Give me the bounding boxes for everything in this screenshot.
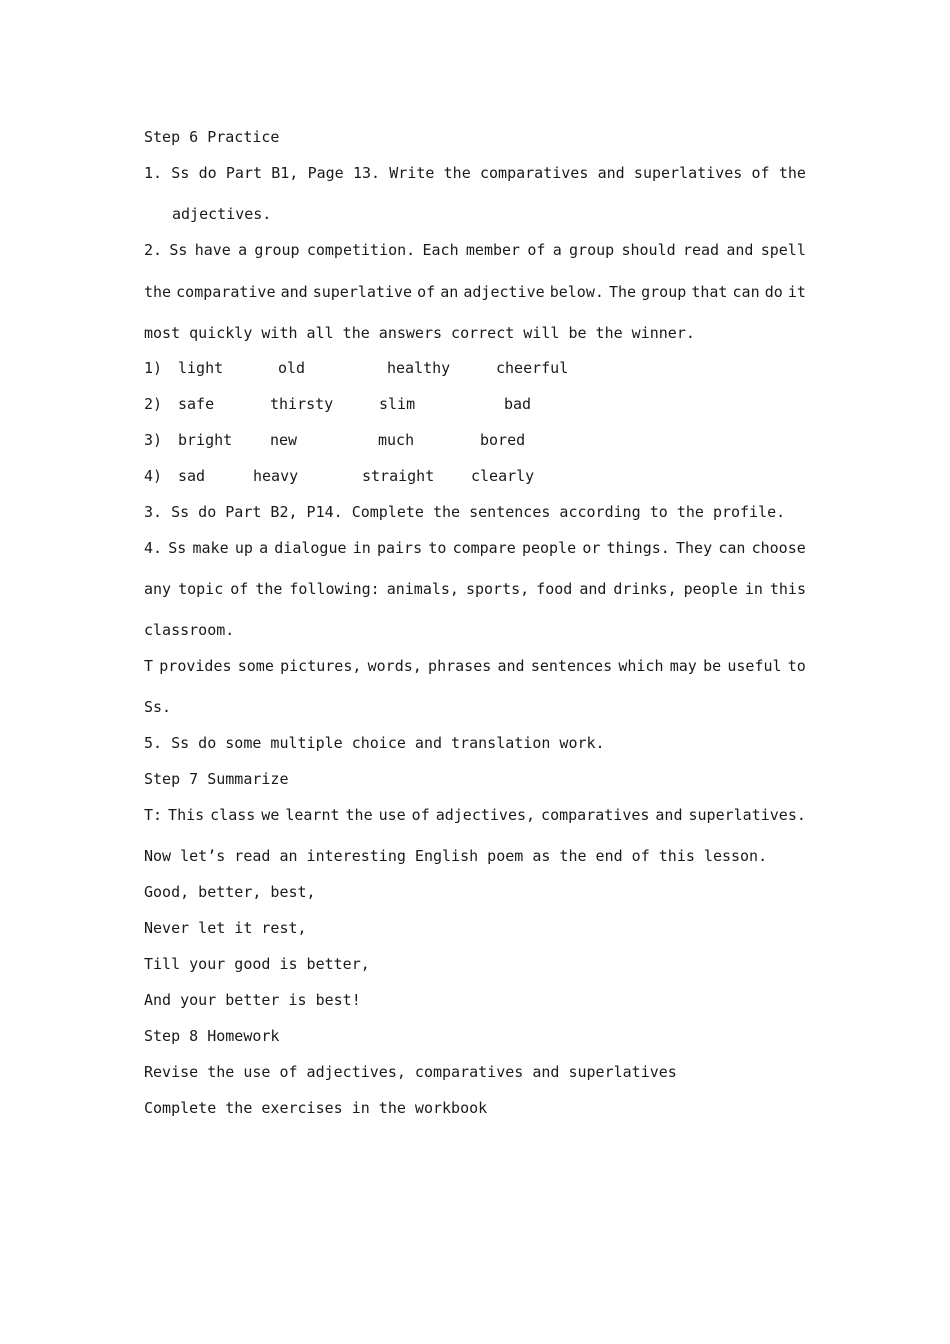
item4-line4 (144, 657, 806, 675)
word: group (641, 283, 687, 301)
word-list-word: heavy (253, 467, 299, 485)
word: and (597, 164, 625, 182)
word-list-word: clearly (471, 467, 535, 485)
word-list-word: slim (379, 395, 416, 413)
word-list-word: bored (480, 431, 526, 449)
word: the (778, 164, 806, 182)
item4-line3: classroom. (144, 621, 235, 639)
word: group (254, 241, 300, 259)
word: The (608, 283, 637, 301)
word: useful (727, 657, 782, 675)
word: the (144, 283, 172, 301)
word: the (345, 806, 373, 824)
word: an (440, 283, 459, 301)
word: people (683, 580, 738, 598)
word-list-num: 2) (144, 395, 163, 413)
word: and (655, 806, 683, 824)
word: which (618, 657, 664, 675)
word: of (417, 283, 436, 301)
word: a (259, 539, 269, 557)
word: drinks, (613, 580, 677, 598)
word: This (168, 806, 205, 824)
word: dialogue (274, 539, 347, 557)
word-list-word: thirsty (270, 395, 334, 413)
word: make (192, 539, 229, 557)
word: people (521, 539, 577, 557)
word: to (787, 657, 806, 675)
word: competition. (306, 241, 416, 259)
word: pairs (376, 539, 423, 557)
word: can (718, 539, 746, 557)
word: Part (225, 164, 263, 182)
item1-line1 (144, 164, 806, 182)
word: 2. (144, 241, 163, 259)
word: group (569, 241, 615, 259)
word: comparatives (479, 164, 589, 182)
word-list-word: light (178, 359, 224, 377)
word-list-num: 4) (144, 467, 163, 485)
word: Write (389, 164, 435, 182)
word: a (238, 241, 248, 259)
word: member (465, 241, 521, 259)
word: can (732, 283, 760, 301)
word: superlative (312, 283, 413, 301)
item4-line5: Ss. (144, 698, 172, 716)
word: Ss (168, 539, 187, 557)
word: superlatives. (688, 806, 806, 824)
word: Each (422, 241, 459, 259)
word: superlatives (633, 164, 743, 182)
item2-line3: most quickly with all the answers correct will be the winner. (144, 324, 695, 342)
word: compare (452, 539, 516, 557)
word: topic (178, 580, 224, 598)
word: 13. (352, 164, 381, 182)
item4-line2 (144, 580, 806, 598)
word: use (378, 806, 406, 824)
poem-line: Good, better, best, (144, 883, 316, 901)
item5-line: 5. Ss do some multiple choice and translation work. (144, 734, 605, 752)
word: pictures, (280, 657, 362, 675)
word: it (787, 283, 806, 301)
word: 4. (144, 539, 163, 557)
word-list-word: sad (178, 467, 206, 485)
word: words, (367, 657, 422, 675)
word-list-word: much (378, 431, 415, 449)
word: any (144, 580, 172, 598)
step6-heading: Step 6 Practice (144, 128, 280, 146)
word: adjective (463, 283, 545, 301)
word: of (527, 241, 546, 259)
word: read (682, 241, 720, 259)
word: up (234, 539, 253, 557)
word: things. (606, 539, 670, 557)
item4-line1 (144, 539, 806, 557)
word: have (194, 241, 231, 259)
item3-line: 3. Ss do Part B2, P14. Complete the sentences according to the profile. (144, 503, 786, 521)
word-list-word: new (270, 431, 298, 449)
word: or (582, 539, 601, 557)
step7-line2: Now let’s read an interesting English poem as the end of this lesson. (144, 847, 768, 865)
word-list-word: bright (178, 431, 233, 449)
word: B1, (271, 164, 299, 182)
word-list-word: bad (504, 395, 532, 413)
word: comparatives (541, 806, 650, 824)
word-list-word: safe (178, 395, 215, 413)
word: of (230, 580, 249, 598)
item1-line2: adjectives. (172, 205, 272, 223)
word-list-word: old (278, 359, 306, 377)
word: Page (307, 164, 344, 182)
word: in (744, 580, 763, 598)
word: a (552, 241, 562, 259)
word: Ss (169, 241, 188, 259)
word: They (676, 539, 713, 557)
word: provides (159, 657, 232, 675)
word: be (703, 657, 722, 675)
word: some (237, 657, 274, 675)
poem-line: Till your good is better, (144, 955, 370, 973)
word: to (428, 539, 447, 557)
poem-line: Never let it rest, (144, 919, 307, 937)
word: do (764, 283, 783, 301)
word: adjectives, (435, 806, 536, 824)
word: this (769, 580, 806, 598)
word: T (144, 657, 154, 675)
word: choose (751, 539, 806, 557)
word: sports, (465, 580, 530, 598)
word-list-word: straight (362, 467, 435, 485)
word: T: (144, 806, 163, 824)
word-list-num: 1) (144, 359, 163, 377)
poem-line: And your better is best! (144, 991, 361, 1009)
document-page (144, 0, 806, 1344)
word: sentences (530, 657, 613, 675)
word: comparative (176, 283, 276, 301)
word: of (411, 806, 430, 824)
step8-heading: Step 8 Homework (144, 1027, 280, 1045)
homework-line: Complete the exercises in the workbook (144, 1099, 488, 1117)
word: the (443, 164, 471, 182)
word: 1. (144, 164, 163, 182)
word: class (210, 806, 256, 824)
word: and (726, 241, 754, 259)
word-list-word: healthy (387, 359, 451, 377)
word: that (691, 283, 728, 301)
word: may (669, 657, 697, 675)
word: of (751, 164, 770, 182)
word-list-word: cheerful (496, 359, 569, 377)
word: food (536, 580, 573, 598)
step7-heading: Step 7 Summarize (144, 770, 289, 788)
homework-line: Revise the use of adjectives, comparatives and superlatives (144, 1063, 677, 1081)
word: following: (289, 580, 380, 598)
word: and (497, 657, 525, 675)
word: the (255, 580, 283, 598)
word: and (280, 283, 308, 301)
word: below. (549, 283, 604, 301)
word: should (621, 241, 676, 259)
word: phrases (428, 657, 492, 675)
word: do (198, 164, 217, 182)
word: learnt (285, 806, 340, 824)
word: Ss (171, 164, 190, 182)
item2-line2 (144, 283, 806, 301)
item2-line1 (144, 241, 806, 259)
word: in (352, 539, 371, 557)
step7-line1 (144, 806, 806, 824)
word: animals, (386, 580, 459, 598)
word: spell (760, 241, 806, 259)
word-list-num: 3) (144, 431, 163, 449)
word: and (579, 580, 607, 598)
word: we (261, 806, 280, 824)
